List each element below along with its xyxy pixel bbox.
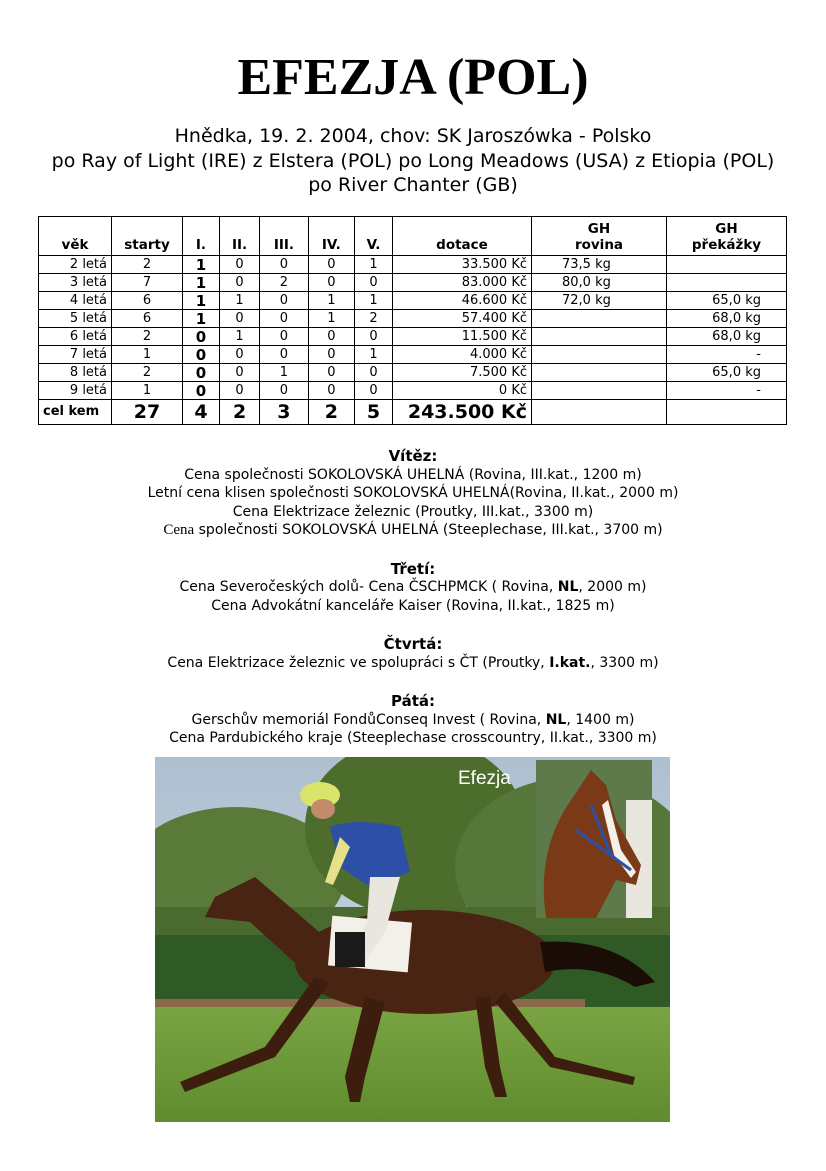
- cell-p2: 1: [219, 292, 259, 310]
- cell-p3: 0: [260, 310, 309, 328]
- table-row: [39, 382, 787, 400]
- fourth-race-1: Cena Elektrizace železnic ve spolupráci s ČT (Proutky, I.kat., 3300 m): [167, 654, 659, 671]
- cell-p4: 1: [308, 310, 354, 328]
- cell-vek: 7 letá: [39, 346, 112, 364]
- cell-vek: 9 letá: [39, 382, 112, 400]
- career-stats-table: [38, 216, 787, 425]
- table-row: [39, 274, 787, 292]
- table-row: [39, 328, 787, 346]
- total-p1: 4: [183, 400, 220, 425]
- cell-vek: 3 letá: [39, 274, 112, 292]
- cell-p3: 0: [260, 346, 309, 364]
- cell-p5: 0: [354, 274, 392, 292]
- cell-p1: 0: [183, 346, 220, 364]
- table-row: [39, 256, 787, 274]
- cell-p2: 0: [219, 310, 259, 328]
- cell-p5: 1: [354, 292, 392, 310]
- horse-portrait-inset: [536, 760, 652, 918]
- cell-p4: 0: [308, 328, 354, 346]
- third-heading: Třetí:: [390, 559, 436, 578]
- cell-p4: 0: [308, 274, 354, 292]
- total-p3: 3: [260, 400, 309, 425]
- total-label: cel kem: [39, 400, 112, 425]
- cell-p3: 2: [260, 274, 309, 292]
- winner-heading: Vítěz:: [388, 447, 438, 465]
- cell-p2: 1: [219, 328, 259, 346]
- cell-p1: 0: [183, 364, 220, 382]
- header-vek: věk: [39, 217, 112, 256]
- cell-gh1: [532, 328, 667, 346]
- cell-p5: 0: [354, 364, 392, 382]
- cell-starty: 6: [112, 310, 183, 328]
- cell-p5: 1: [354, 346, 392, 364]
- cell-dotace: 11.500 Kč: [393, 328, 532, 346]
- cell-dotace: 0 Kč: [393, 382, 532, 400]
- cell-gh2: -: [667, 382, 787, 400]
- cell-vek: 6 letá: [39, 328, 112, 346]
- horse-name-title: EFEZJA (POL): [237, 49, 589, 106]
- cell-dotace: 46.600 Kč: [393, 292, 532, 310]
- cell-starty: 7: [112, 274, 183, 292]
- cell-gh1: 73,5 kg: [532, 256, 667, 274]
- winner-race-3: Cena Elektrizace železnic (Proutky, III.kat., 3300 m): [232, 503, 594, 520]
- table-total-row: [39, 400, 787, 425]
- cell-gh2: 68,0 kg: [667, 328, 787, 346]
- cell-p3: 0: [260, 382, 309, 400]
- cell-p1: 1: [183, 310, 220, 328]
- cell-p4: 0: [308, 382, 354, 400]
- cell-p2: 0: [219, 274, 259, 292]
- cell-p1: 0: [183, 328, 220, 346]
- cell-p3: 0: [260, 256, 309, 274]
- cell-dotace: 83.000 Kč: [393, 274, 532, 292]
- cell-gh2: [667, 256, 787, 274]
- cell-starty: 6: [112, 292, 183, 310]
- fourth-heading: Čtvrtá:: [383, 635, 443, 653]
- cell-p1: 0: [183, 382, 220, 400]
- cell-vek: 5 letá: [39, 310, 112, 328]
- winner-race-4: Cena společnosti SOKOLOVSKÁ UHELNÁ (Steeplechase, III.kat., 3700 m): [163, 522, 663, 538]
- pedigree-line-3: po River Chanter (GB): [308, 174, 518, 196]
- cell-starty: 2: [112, 256, 183, 274]
- header-4th: IV.: [308, 217, 354, 256]
- total-dotace: 243.500 Kč: [393, 400, 532, 425]
- cell-p3: 1: [260, 364, 309, 382]
- cell-p5: 2: [354, 310, 392, 328]
- cell-gh1: [532, 382, 667, 400]
- horse-head-illustration: [536, 760, 652, 918]
- third-race-2: Cena Advokátní kanceláře Kaiser (Rovina, II.kat., 1825 m): [211, 597, 615, 614]
- winner-race-2: Letní cena klisen společnosti SOKOLOVSKÁ UHELNÁ(Rovina, II.kat., 2000 m): [147, 485, 679, 501]
- cell-starty: 1: [112, 346, 183, 364]
- table-row: [39, 310, 787, 328]
- cell-dotace: 4.000 Kč: [393, 346, 532, 364]
- header-gh-rovina: GH rovina: [532, 217, 667, 256]
- cell-p5: 1: [354, 256, 392, 274]
- cell-vek: 2 letá: [39, 256, 112, 274]
- fifth-race-2: Cena Pardubického kraje (Steeplechase crosscountry, II.kat., 3300 m): [169, 730, 657, 746]
- header-1st: I.: [183, 217, 220, 256]
- total-empty: [532, 400, 667, 425]
- pedigree-info: [0, 124, 826, 198]
- cell-p1: 1: [183, 274, 220, 292]
- cell-gh1: [532, 310, 667, 328]
- total-p4: 2: [308, 400, 354, 425]
- cell-gh2: 65,0 kg: [667, 364, 787, 382]
- total-p5: 5: [354, 400, 392, 425]
- cell-starty: 2: [112, 364, 183, 382]
- fifth-heading: Pátá:: [390, 692, 435, 710]
- cell-p2: 0: [219, 346, 259, 364]
- fifth-race-1: Gerschův memoriál FondůConseq Invest ( Rovina, NL, 1400 m): [191, 711, 635, 728]
- race-results: [0, 447, 826, 748]
- cell-dotace: 33.500 Kč: [393, 256, 532, 274]
- cell-p3: 0: [260, 292, 309, 310]
- header-starty: starty: [112, 217, 183, 256]
- pedigree-line-2: po Ray of Light (IRE) z Elstera (POL) po Long Meadows (USA) z Etiopia (POL): [51, 149, 775, 172]
- cell-gh2: 68,0 kg: [667, 310, 787, 328]
- table-header-row: [39, 217, 787, 256]
- cell-p5: 0: [354, 382, 392, 400]
- header-gh-prekazky: GH překážky: [667, 217, 787, 256]
- table-row: [39, 364, 787, 382]
- photo-caption: Efezja: [458, 768, 511, 789]
- cell-p2: 0: [219, 364, 259, 382]
- cell-vek: 8 letá: [39, 364, 112, 382]
- cell-p4: 0: [308, 346, 354, 364]
- winner-race-1: Cena společnosti SOKOLOVSKÁ UHELNÁ (Rovina, III.kat., 1200 m): [184, 466, 642, 483]
- total-p2: 2: [219, 400, 259, 425]
- total-starty: 27: [112, 400, 183, 425]
- cell-gh2: -: [667, 346, 787, 364]
- cell-vek: 4 letá: [39, 292, 112, 310]
- header-dotace: dotace: [393, 217, 532, 256]
- cell-gh1: 72,0 kg: [532, 292, 667, 310]
- total-empty: [667, 400, 787, 425]
- cell-gh2: 65,0 kg: [667, 292, 787, 310]
- header-3rd: III.: [260, 217, 309, 256]
- cell-dotace: 7.500 Kč: [393, 364, 532, 382]
- cell-p5: 0: [354, 328, 392, 346]
- cell-dotace: 57.400 Kč: [393, 310, 532, 328]
- cell-starty: 2: [112, 328, 183, 346]
- table-row: [39, 346, 787, 364]
- cell-gh1: 80,0 kg: [532, 274, 667, 292]
- header-2nd: II.: [219, 217, 259, 256]
- pedigree-line-1: Hnědka, 19. 2. 2004, chov: SK Jaroszówka - Polsko: [174, 125, 652, 147]
- cell-p1: 1: [183, 256, 220, 274]
- cell-starty: 1: [112, 382, 183, 400]
- cell-p2: 0: [219, 256, 259, 274]
- third-race-1: Cena Severočeských dolů- Cena ČSCHPMCK ( Rovina, NL, 2000 m): [179, 579, 647, 595]
- cell-p4: 1: [308, 292, 354, 310]
- cell-gh2: [667, 274, 787, 292]
- cell-gh1: [532, 346, 667, 364]
- cell-p1: 1: [183, 292, 220, 310]
- cell-p4: 0: [308, 364, 354, 382]
- cell-p4: 0: [308, 256, 354, 274]
- table-row: [39, 292, 787, 310]
- header-5th: V.: [354, 217, 392, 256]
- cell-p3: 0: [260, 328, 309, 346]
- cell-gh1: [532, 364, 667, 382]
- cell-p2: 0: [219, 382, 259, 400]
